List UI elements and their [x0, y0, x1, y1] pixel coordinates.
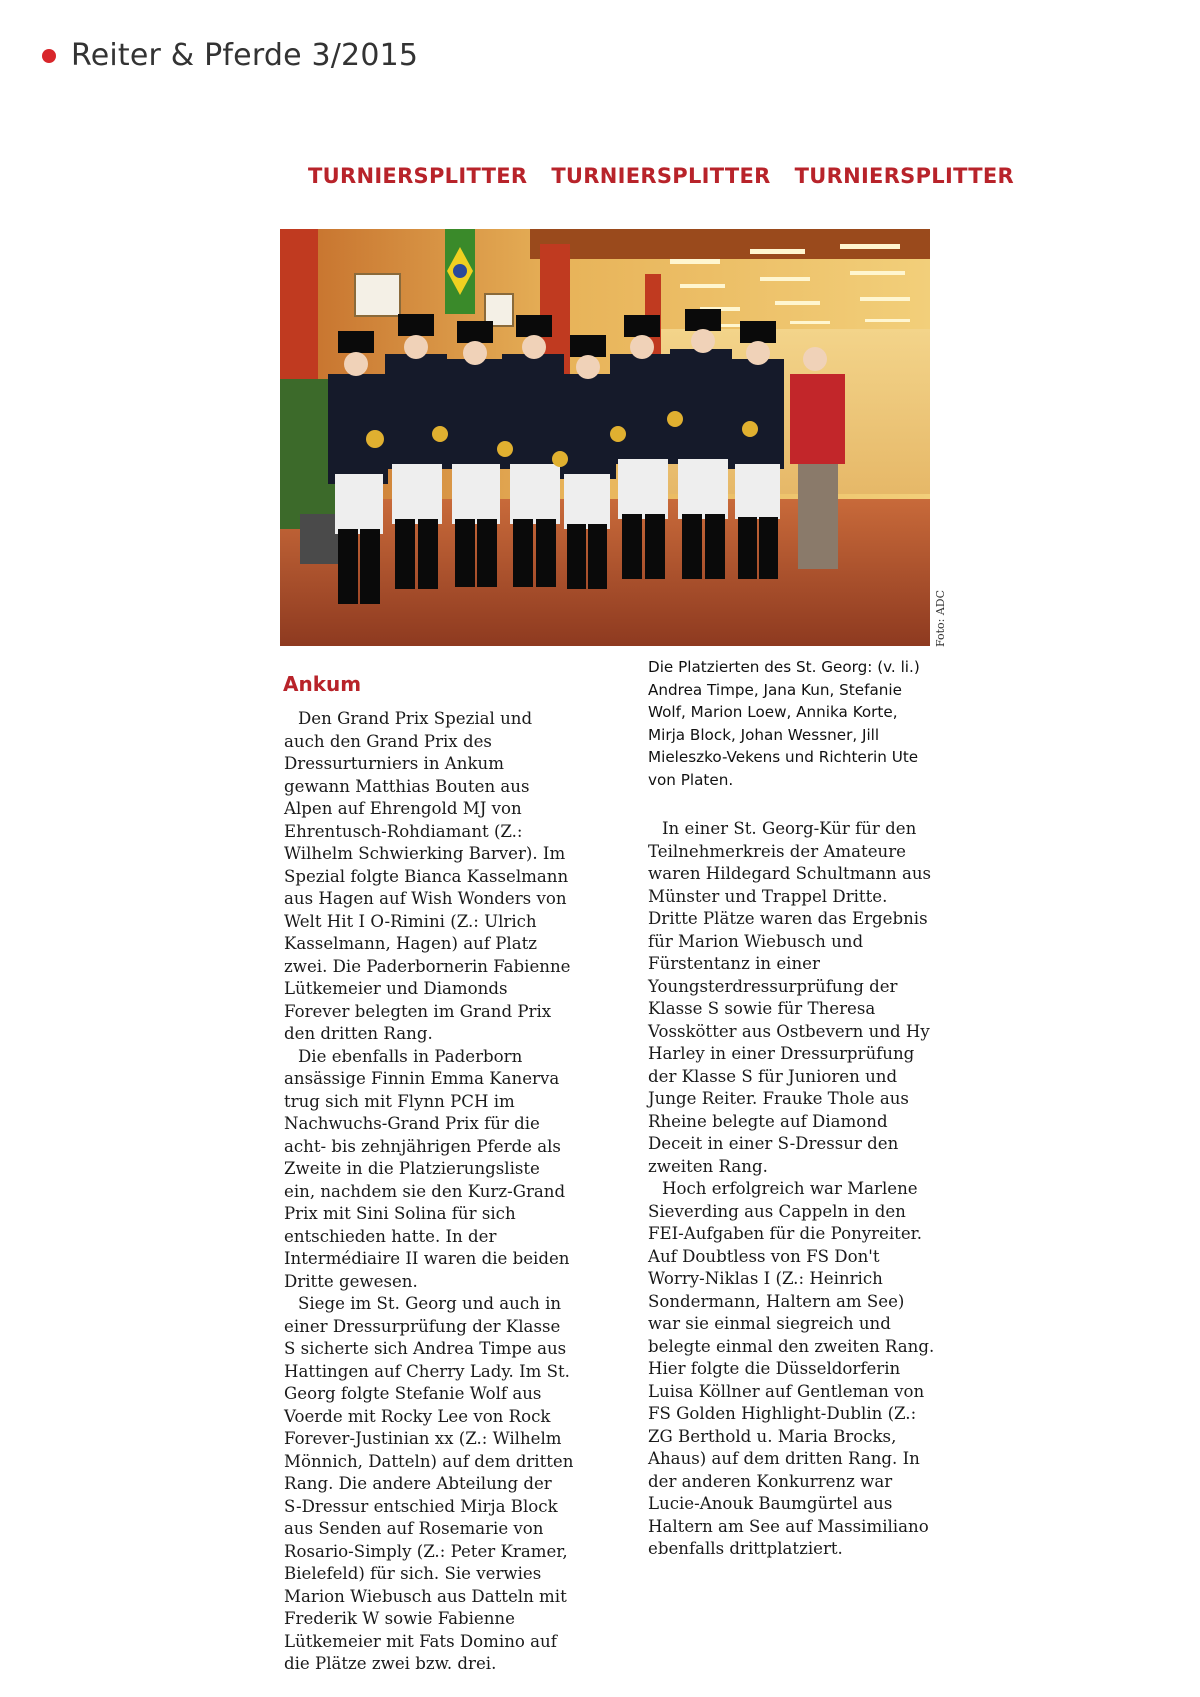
article-paragraph: Siege im St. Georg und auch in einer Dressurprüfung der Klasse S sicherte sich Andrea Timpe aus Hattingen auf Cherry Lady. Im St. Georg folgte Stefanie Wolf aus Voerde mit Rocky Lee von Rock Forever-Justinian xx (Z.: Wilhelm Mönnich, Datteln) auf dem dritten Rang. Die andere Abteilung der S-Dressur entschied Mirja Block aus Senden auf Rosemarie von Rosario-Simply (Z.: Peter Kramer, Bielefeld) für sich. Sie verwies Marion Wiebusch aus Datteln mit Frederik W sowie Fabienne Lütkemeier mit Fats Domino auf die Plätze zwei bzw. drei. — [284, 1294, 574, 1673]
article-column-2 — [648, 818, 940, 1561]
banner-word: TURNIERSPLITTER — [794, 164, 1014, 188]
article-paragraph: Hoch erfolgreich war Marlene Sieverding aus Cappeln in den FEI-Aufgaben für die Ponyreiter. Auf Doubtless von FS Don't Worry-Niklas I (Z.: Heinrich Sondermann, Haltern am See) war sie einmal siegreich und belegte einmal den zweiten Rang. Hier folgte die Düsseldorferin Luisa Köllner auf Gentleman von FS Golden Highlight-Dublin (Z.: ZG Berthold u. Maria Brocks, Ahaus) auf dem dritten Rang. In der anderen Konkurrenz war Lucie-Anouk Baumgürtel aus Haltern am See auf Massimiliano ebenfalls drittplatziert. — [648, 1179, 935, 1558]
photo-credit: Foto: ADC — [934, 589, 948, 648]
masthead — [42, 38, 418, 73]
article-paragraph: Den Grand Prix Spezial und auch den Grand Prix des Dressurturniers in Ankum gewann Matthias Bouten aus Alpen auf Ehrengold MJ von Ehrentusch-Rohdiamant (Z.: Wilhelm Schwierking Barver). Im Spezial folgte Bianca Kasselmann aus Hagen auf Wish Wonders von Welt Hit I O-Rimini (Z.: Ulrich Kasselmann, Hagen) auf Platz zwei. Die Paderbornerin Fabienne Lütkemeier und Diamonds Forever belegten im Grand Prix den dritten Rang. — [284, 709, 571, 1043]
section-banner — [308, 164, 1014, 188]
red-bullet-icon — [42, 49, 56, 63]
photo-caption: Die Platzierten des St. Georg: (v. li.) Andrea Timpe, Jana Kun, Stefanie Wolf, Marion Loew, Annika Korte, Mirja Block, Johan Wessner, Jill Mieleszko-Vekens und Richterin Ute von Platen. — [648, 658, 920, 789]
banner-word: TURNIERSPLITTER — [308, 164, 528, 188]
article-paragraph: Die ebenfalls in Paderborn ansässige Finnin Emma Kanerva trug sich mit Flynn PCH im Nachwuchs-Grand Prix für die acht- bis zehnjährigen Pferde als Zweite in die Platzierungsliste ein, nachdem sie den Kurz-Grand Prix mit Sini Solina für sich entschieden hatte. In der Intermédiaire II waren die beiden Dritte gewesen. — [284, 1046, 570, 1291]
article-heading: Ankum — [283, 672, 362, 696]
group-photo — [280, 229, 930, 646]
magazine-title: Reiter & Pferde 3/2015 — [71, 38, 419, 73]
banner-word: TURNIERSPLITTER — [551, 164, 771, 188]
article-column-1 — [284, 708, 574, 1676]
article-paragraph: In einer St. Georg-Kür für den Teilnehmerkreis der Amateure waren Hildegard Schultmann aus Münster und Trappel Dritte. Dritte Plätze waren das Ergebnis für Marion Wiebusch und Fürstentanz in einer Youngsterdressurprüfung der Klasse S sowie für Theresa Vosskötter aus Ostbevern und Hy Harley in einer Dressurprüfung der Klasse S für Junioren und Junge Reiter. Frauke Thole aus Rheine belegte auf Diamond Deceit in einer S-Dressur den zweiten Rang. — [648, 819, 932, 1176]
